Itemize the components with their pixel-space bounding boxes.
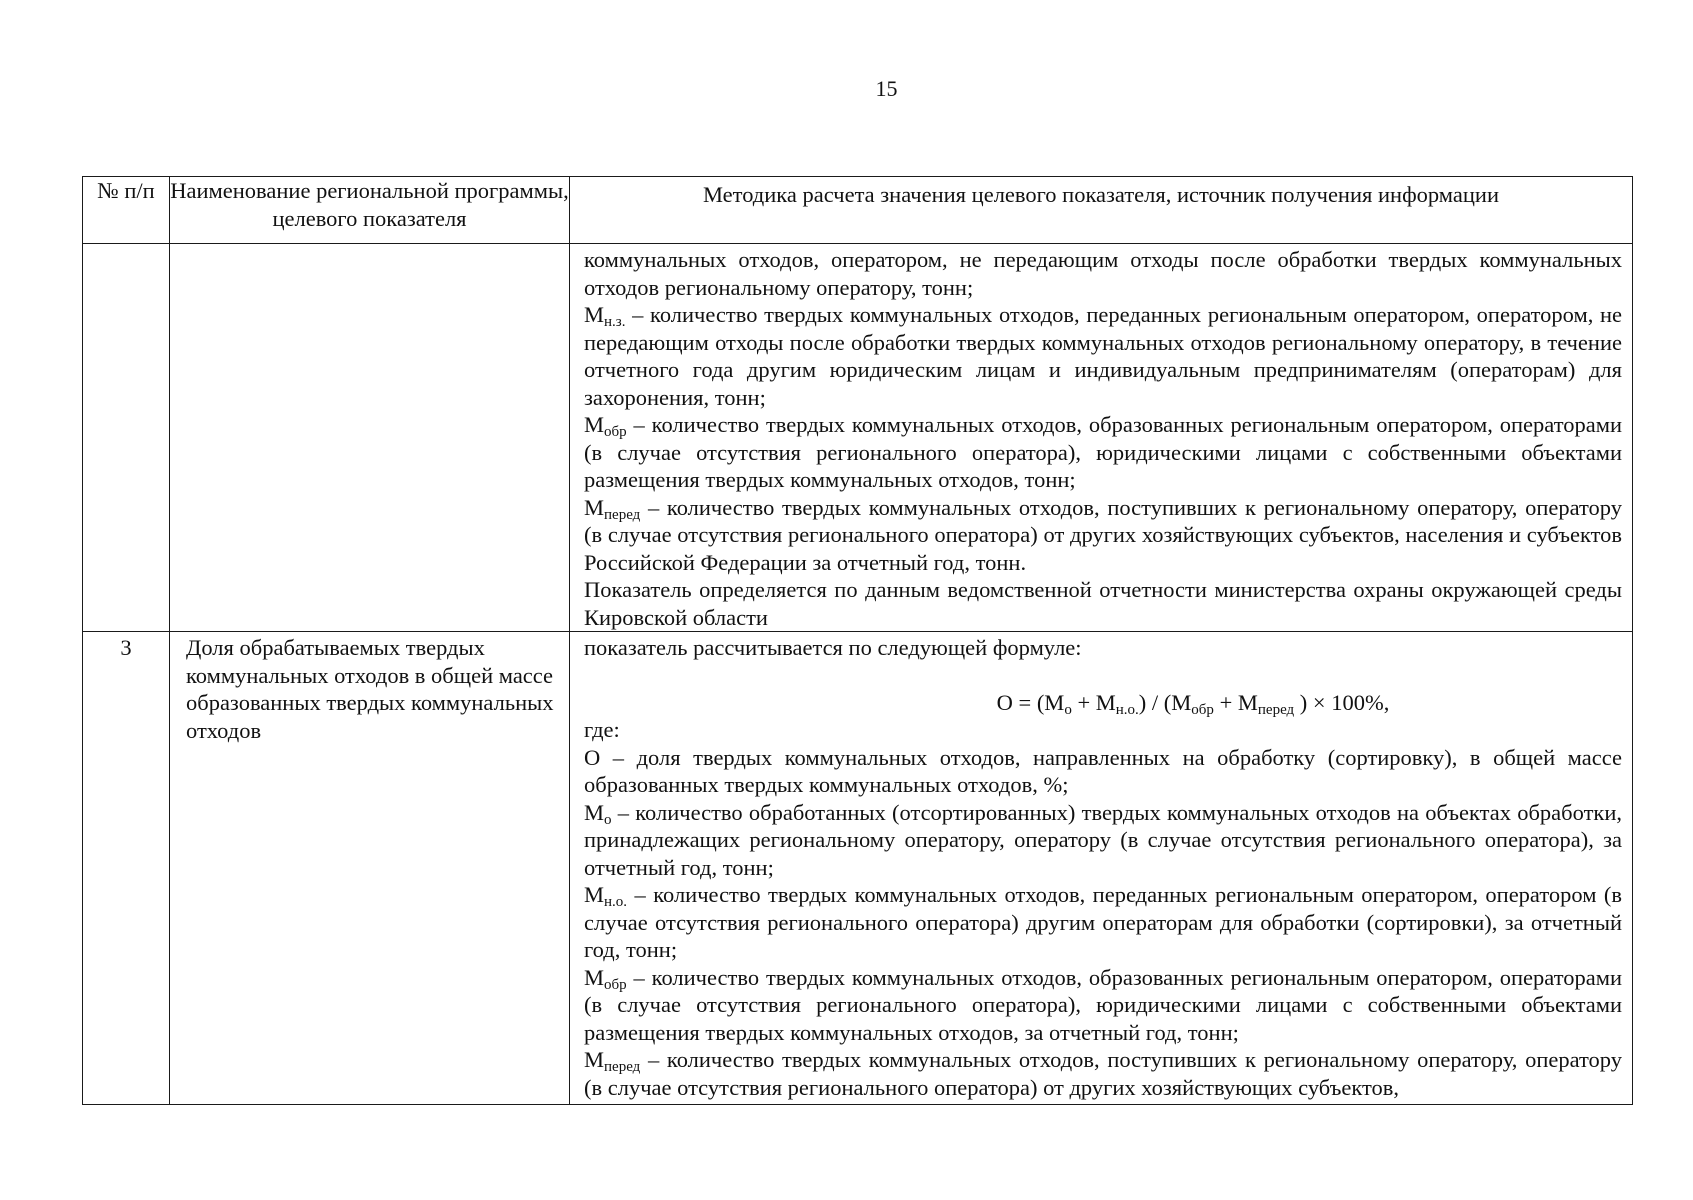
definition-subscript: о bbox=[604, 811, 612, 828]
definition-text: – количество твердых коммунальных отходов, образованных региональным оператором, операторами (в случае отсутствия регионального оператора), юридическими лицами с собственными объектами размещения твердых коммунальных отходов, за отчетный год, тонн; bbox=[584, 964, 1622, 1045]
cell-num-empty bbox=[83, 244, 170, 632]
indicators-table bbox=[82, 176, 1633, 1105]
header-num: № п/п bbox=[83, 177, 170, 244]
definition-symbol: М bbox=[584, 1047, 605, 1072]
cell-num: 3 bbox=[83, 632, 170, 1105]
definition-line bbox=[584, 881, 1622, 964]
formula-part: + М bbox=[1213, 689, 1258, 715]
definition-symbol: М bbox=[584, 799, 605, 825]
definition-line bbox=[584, 411, 1622, 494]
definition-symbol: М bbox=[584, 964, 605, 990]
method-content bbox=[584, 634, 1622, 1102]
definition-line bbox=[584, 1046, 1622, 1101]
definition-line bbox=[584, 799, 1622, 882]
formula-part: О = (М bbox=[996, 689, 1065, 715]
definition-line bbox=[584, 576, 1622, 631]
formula-subscript: о bbox=[1064, 701, 1072, 718]
definition-text: – количество обработанных (отсортированных) твердых коммунальных отходов на объектах обработки, принадлежащих региональному оператору, оператору (в случае отсутствия регионального оператора), за отчетный год, тонн; bbox=[584, 799, 1622, 880]
table-row bbox=[83, 632, 1633, 1105]
where-label: где: bbox=[584, 717, 620, 742]
definition-symbol: О bbox=[584, 744, 601, 770]
definition-subscript: обр bbox=[604, 424, 627, 440]
table-row bbox=[83, 244, 1633, 632]
definition-text: – количество твердых коммунальных отходов, образованных региональным оператором, операторами (в случае отсутствия регионального оператора), юридическими лицами с собственными объектами размещения твердых коммунальных отходов, тонн; bbox=[584, 412, 1622, 492]
definition-text: – доля твердых коммунальных отходов, направленных на обработку (сортировку), в общей массе образованных твердых коммунальных отходов, %; bbox=[584, 744, 1622, 797]
formula-part: ) / (М bbox=[1138, 689, 1192, 715]
definition-text: – количество твердых коммунальных отходов, поступивших к региональному оператору, оператору (в случае отсутствия регионального оператора) от других хозяйствующих субъектов, населения и субъектов Российской Федерации за отчетный год, тонн. bbox=[584, 494, 1622, 575]
formula-part: + М bbox=[1071, 689, 1116, 715]
formula-subscript: обр bbox=[1191, 701, 1214, 718]
definition-symbol: М bbox=[584, 302, 605, 327]
definition-text: Показатель определяется по данным ведомственной отчетности министерства охраны окружающей среды Кировской области bbox=[584, 577, 1622, 630]
cell-indicator-name: Доля обрабатываемых твердых коммунальных отходов в общей массе образованных твердых коммунальных отходов bbox=[170, 632, 570, 1105]
header-method: Методика расчета значения целевого показателя, источник получения информации bbox=[570, 177, 1633, 244]
definition-line bbox=[584, 246, 1622, 301]
definition-line bbox=[584, 744, 1622, 799]
formula-part: ) × 100%, bbox=[1294, 689, 1390, 715]
header-name: Наименование региональной программы, целевого показателя bbox=[170, 177, 570, 244]
formula bbox=[584, 662, 1622, 717]
definition-subscript: перед bbox=[604, 1059, 641, 1075]
definition-text: коммунальных отходов, оператором, не передающим отходы после обработки твердых коммунальных отходов региональному оператору, тонн; bbox=[584, 247, 1622, 300]
formula-intro: показатель рассчитывается по следующей формуле: bbox=[584, 635, 1082, 660]
definition-line bbox=[584, 301, 1622, 411]
definition-text: – количество твердых коммунальных отходов, переданных региональным оператором, оператором, не передающим отходы после обработки твердых коммунальных отходов региональному оператору, в течение отчетного года другим юридическим лицам и индивидуальным предпринимателям (операторам) для захоронения, тонн; bbox=[584, 302, 1622, 410]
page-number: 15 bbox=[875, 76, 898, 101]
definition-line bbox=[584, 964, 1622, 1047]
definition-symbol: М bbox=[584, 882, 605, 907]
formula-subscript: перед bbox=[1257, 701, 1295, 718]
definition-line bbox=[584, 494, 1622, 577]
definition-text: – количество твердых коммунальных отходов, поступивших к региональному оператору, оператору (в случае отсутствия регионального оператора) от других хозяйствующих субъектов, bbox=[584, 1047, 1622, 1100]
cell-method bbox=[570, 632, 1633, 1105]
definition-symbol: М bbox=[584, 494, 605, 520]
cell-method-continued bbox=[570, 244, 1633, 632]
definition-subscript: н.о. bbox=[604, 894, 628, 910]
definition-text: – количество твердых коммунальных отходов, переданных региональным оператором, оператором (в случае отсутствия регионального оператора) другим операторам для обработки (сортировки), за отчетный год, тонн; bbox=[584, 882, 1622, 962]
definition-subscript: перед bbox=[604, 506, 641, 523]
definition-symbol: М bbox=[584, 412, 605, 437]
cell-name-empty bbox=[170, 244, 570, 632]
formula-subscript: н.о. bbox=[1115, 701, 1139, 718]
table-header-row bbox=[83, 177, 1633, 244]
definition-subscript: обр bbox=[604, 976, 627, 993]
definition-subscript: н.з. bbox=[604, 314, 626, 330]
